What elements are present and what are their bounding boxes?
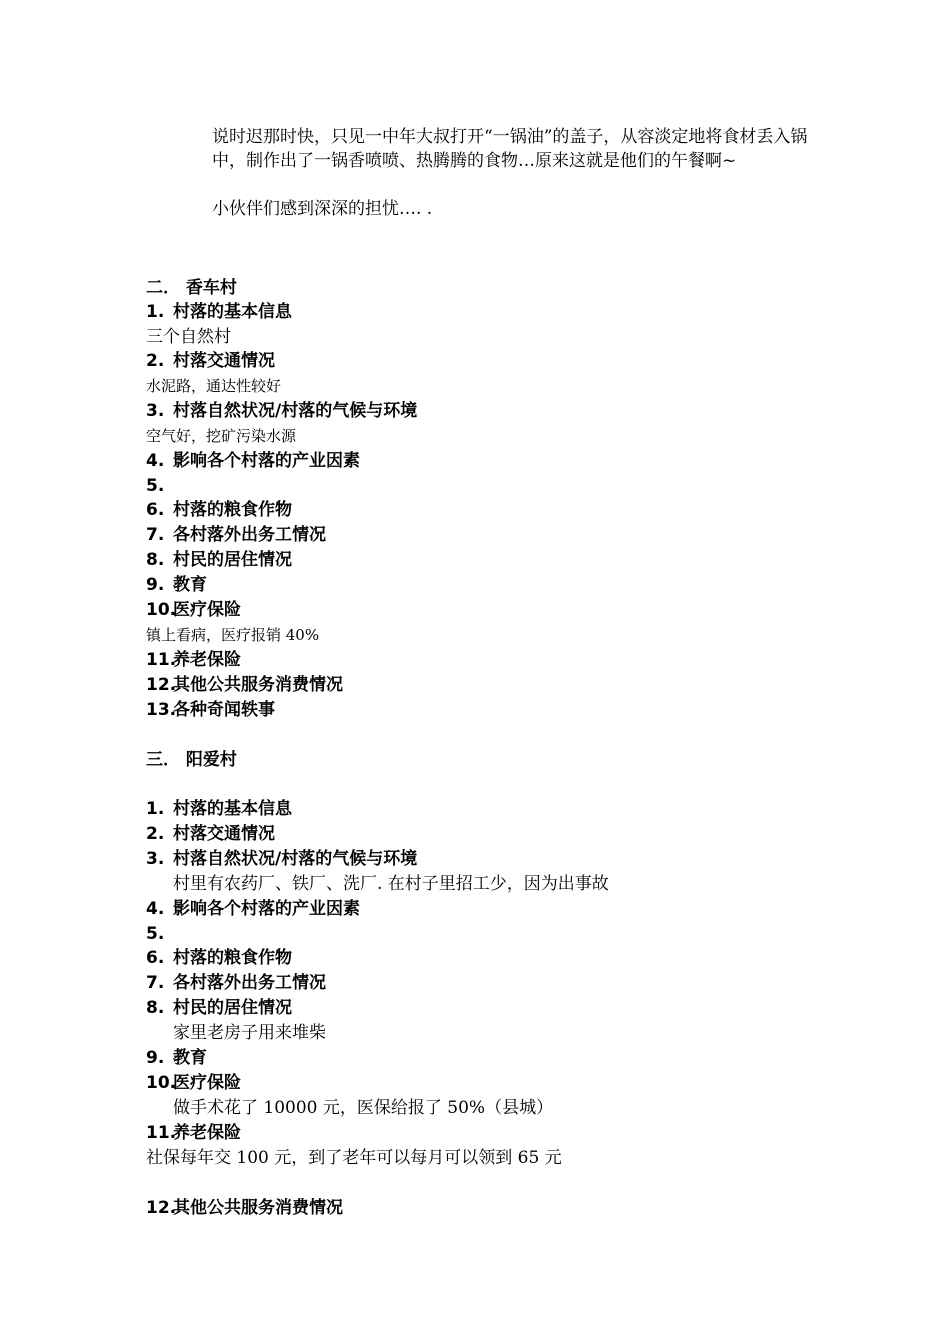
section-2-heading: 二． 香车村 — [146, 278, 237, 298]
s3-item-8-note: 家里老房子用来堆柴 — [173, 1023, 326, 1043]
s2-item-3-note: 空气好，挖矿污染水源 — [146, 427, 297, 445]
s3-item-10: 10.医疗保险 — [146, 1073, 241, 1093]
intro-paragraph-1: 说时迟那时快，只见一中年大叔打开“一锅油”的盖子，从容淡定地将食材丢入锅中，制作出了一锅香喷喷、热腾腾的食物…原来这就是他们的午餐啊~ — [212, 127, 808, 171]
s2-item-6: 6. 村落的粮食作物 — [146, 500, 292, 520]
s2-item-8: 8. 村民的居住情况 — [146, 550, 292, 570]
s3-item-11: 11.养老保险 — [146, 1123, 241, 1143]
s3-item-12: 12.其他公共服务消费情况 — [146, 1198, 343, 1218]
s3-item-1: 1. 村落的基本信息 — [146, 799, 292, 819]
s2-item-5: 5. — [146, 476, 165, 496]
s3-item-5: 5. — [146, 924, 165, 944]
s3-item-4: 4. 影响各个村落的产业因素 — [146, 899, 360, 919]
s2-item-4: 4. 影响各个村落的产业因素 — [146, 451, 360, 471]
intro-text — [212, 125, 812, 221]
s2-item-2-note: 水泥路，通达性较好 — [146, 377, 282, 395]
s3-item-3-note: 村里有农药厂、铁厂、洗厂. 在村子里招工少，因为出事故 — [173, 874, 609, 894]
s3-item-11-note: 社保每年交 100 元，到了老年可以每月可以领到 65 元 — [146, 1148, 562, 1168]
s2-item-1: 1. 村落的基本信息 — [146, 302, 292, 322]
s2-item-3: 3. 村落自然状况/村落的气候与环境 — [146, 401, 418, 421]
s2-item-7: 7. 各村落外出务工情况 — [146, 525, 326, 545]
s2-item-10: 10.医疗保险 — [146, 600, 241, 620]
s2-item-12: 12.其他公共服务消费情况 — [146, 675, 343, 695]
s3-item-6: 6. 村落的粮食作物 — [146, 948, 292, 968]
s3-item-10-note: 做手术花了 10000 元，医保给报了 50%（县城） — [173, 1098, 554, 1118]
section-3-heading: 三． 阳爱村 — [146, 750, 237, 770]
s3-item-7: 7. 各村落外出务工情况 — [146, 973, 326, 993]
s2-item-10-note: 镇上看病，医疗报销 40% — [146, 626, 320, 644]
s2-item-2: 2. 村落交通情况 — [146, 351, 275, 371]
s3-item-8: 8. 村民的居住情况 — [146, 998, 292, 1018]
s2-item-9: 9. 教育 — [146, 575, 207, 595]
s3-item-2: 2. 村落交通情况 — [146, 824, 275, 844]
s2-item-11: 11.养老保险 — [146, 650, 241, 670]
intro-paragraph-2: 小伙伴们感到深深的担忧…. . — [212, 199, 433, 219]
s3-item-3: 3. 村落自然状况/村落的气候与环境 — [146, 849, 418, 869]
s2-item-13: 13.各种奇闻轶事 — [146, 700, 275, 720]
s3-item-9: 9. 教育 — [146, 1048, 207, 1068]
s2-item-1-note: 三个自然村 — [146, 327, 231, 347]
